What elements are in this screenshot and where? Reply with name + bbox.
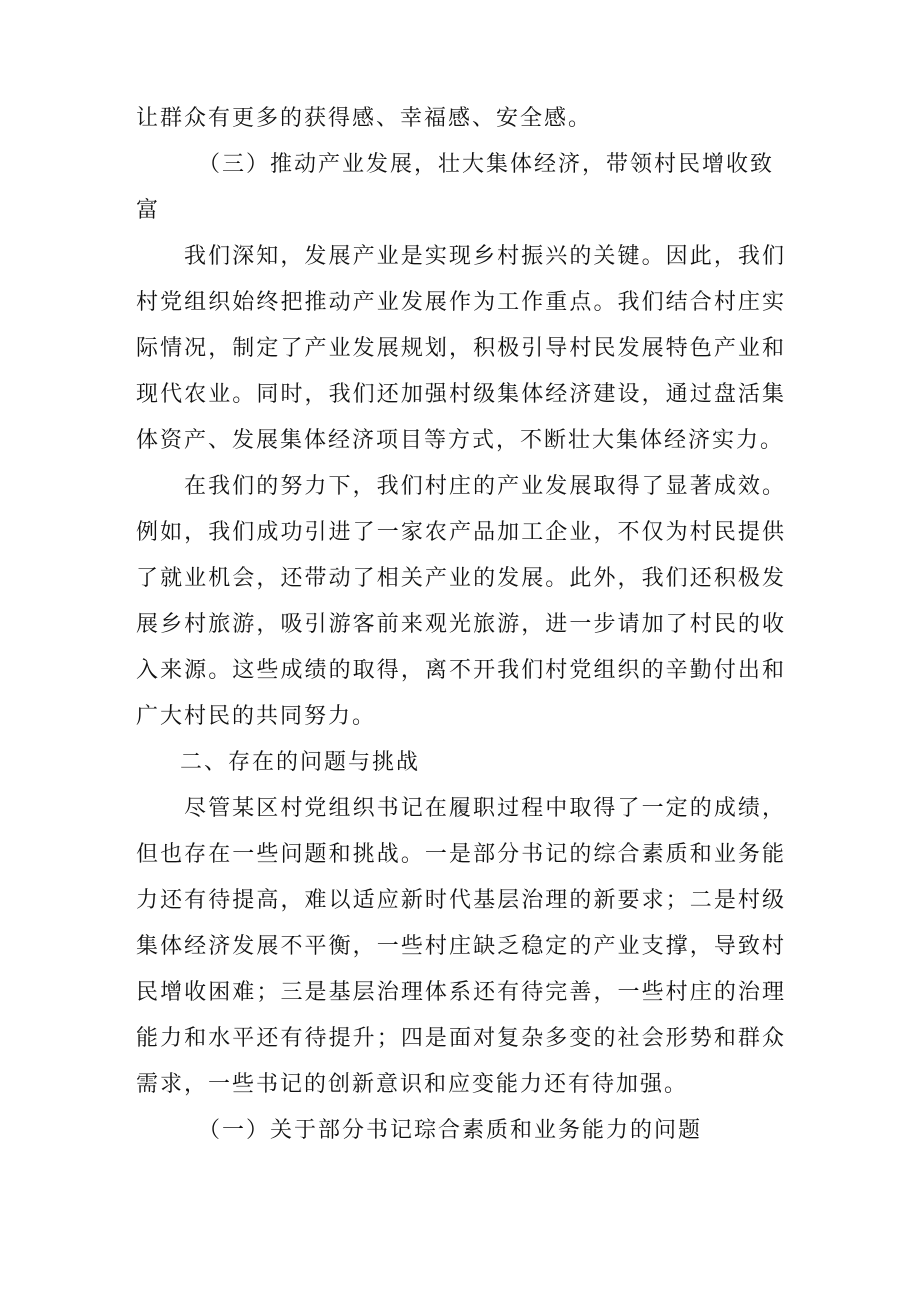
section-subheading-1: （一）关于部分书记琮合素质和业务能力的问题 <box>198 1118 703 1143</box>
section-subheading-3: （三）推动产业发展，壮大集体经济，带领村民增收致富 <box>136 152 775 223</box>
paragraph-continued: 让群众有更多的获得感、幸福感、安全感。 <box>136 106 593 131</box>
section-heading-2: 二、存在的问题与挑战 <box>180 750 421 775</box>
paragraph-achievements: 在我们的努力下，我们村庄的产业发展取得了显著成效。例如，我们成功引进了一家农产品加工企业，不仅为村民提供了就业机会，还带动了相关产业的发展。此外，我们还积极发展乡村旅游，吸引游客前来观光旅游，进一步请加了村民的收入来源。这些成绩的取得，离不开我们村党组织的辛勤付出和广大村民的共同努力。 <box>136 474 786 729</box>
paragraph-problems: 尽管某区村党组织书记在履职过程中取得了一定的成绩，但也存在一些问题和挑战。一是部分书记的综合素质和业务能力还有待提高，难以适应新时代基层治理的新要求；二是村级集体经济发展不平衡，一些村庄缺乏稳定的产业支撑，导致村民增收困难；三是基层治理体系还有待完善，一些村庄的治理能力和水平还有待提升；四是面对复杂多变的社会形势和群众需求，一些书记的创新意识和应变能力还有待加强。 <box>136 796 786 1097</box>
paragraph-industry: 我们深知，发展产业是实现乡村振兴的关键。因此，我们村党组织始终把推动产业发展作为工作重点。我们结合村庄实际情况，制定了产业发展规划，积极引导村民发展特色产业和现代农业。同时，我们还加强村级集体经济建设，通过盘活集体资产、发展集体经济项目等方式，不断壮大集体经济实力。 <box>136 244 786 453</box>
document-body <box>136 96 786 1154</box>
